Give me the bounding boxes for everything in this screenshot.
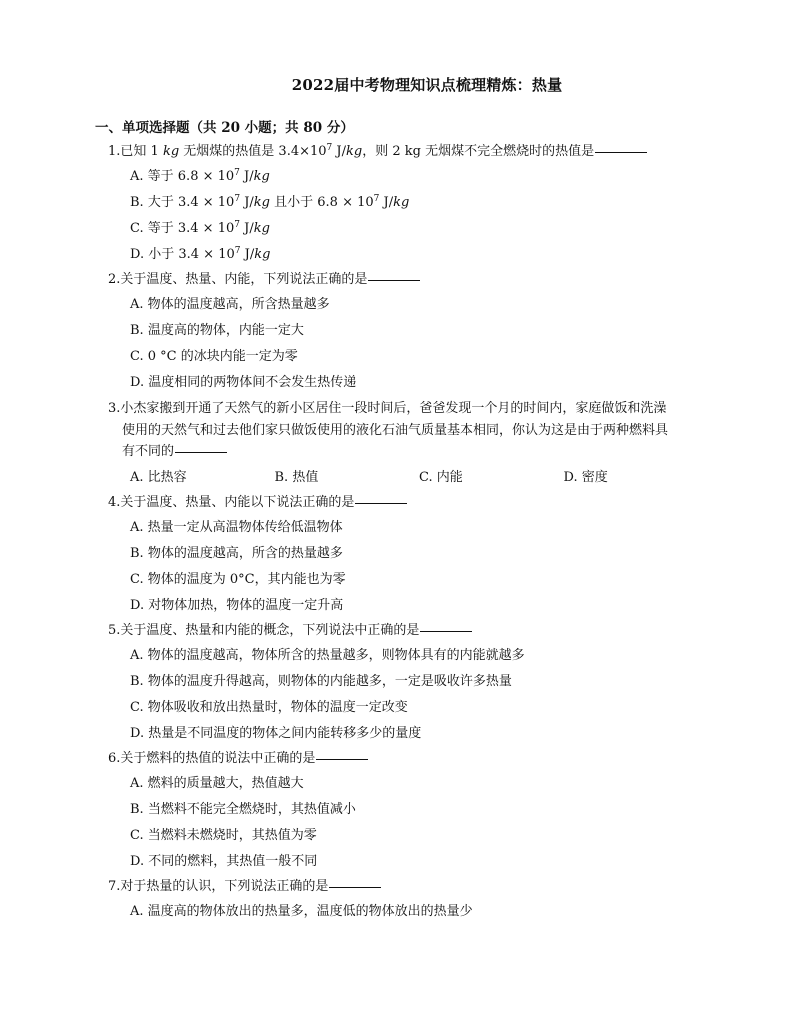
option-b: B. 当燃料不能完全燃烧时，其热值减小 [130, 801, 356, 817]
question-number: 7. [108, 878, 121, 894]
stem-text: 已知 1 [120, 144, 159, 159]
unit-kg: kg [346, 144, 363, 159]
question-stem [108, 268, 708, 292]
stem-text: 关于温度、热量、内能以下说法正确的是 [120, 494, 355, 510]
question-7 [108, 875, 708, 925]
question-number: 2. [108, 272, 121, 287]
option-a [108, 164, 708, 190]
option-b: B. 物体的温度升得越高，则物体的内能越多，一定是吸收许多热量 [130, 673, 512, 689]
option-c: C. 内能 [419, 469, 463, 485]
option-d: D. 热量是不同温度的物体之间内能转移多少的量度 [130, 725, 422, 741]
option-a: A. 物体的温度越高，所含热量越多 [130, 297, 330, 312]
stem-text: 关于燃料的热值的说法中正确的是 [120, 750, 316, 766]
option-c: C. 物体吸收和放出热量时，物体的温度一定改变 [130, 699, 408, 715]
option-a: A. 物体的温度越高，物体所含的热量越多，则物体具有的内能就越多 [130, 647, 525, 663]
answer-blank [368, 279, 420, 281]
option-c: C. 物体的温度为 0°C，其内能也为零 [130, 571, 346, 587]
question-stem [108, 491, 708, 515]
option-text: A. 等于 6.8 × 10 [130, 169, 235, 184]
option-a: A. 比热容 [130, 469, 187, 485]
option-b: B. 物体的温度越高，所含的热量越多 [130, 545, 343, 561]
answer-blank [316, 758, 368, 760]
question-stem-line [108, 441, 708, 463]
unit-kg: kg [393, 195, 410, 210]
exponent: 7 [234, 194, 241, 204]
question-number: 3. [108, 401, 121, 416]
question-stem [108, 140, 708, 164]
stem-text: 有不同的 [122, 444, 175, 459]
question-stem-line [108, 420, 708, 442]
unit-kg: kg [162, 144, 180, 159]
option-d: D. 密度 [563, 469, 608, 485]
option-text: 且小于 6.8 × 10 [270, 195, 374, 210]
option-text: C. 等于 3.4 × 10 [130, 221, 235, 236]
exponent: 7 [373, 194, 380, 204]
unit-j: J/ [240, 195, 254, 210]
unit-kg: kg [253, 195, 270, 210]
section-heading: 一、单项选择题（共 20 小题；共 80 分） [95, 120, 354, 136]
unit-j: J/ [240, 247, 255, 262]
question-stem [108, 875, 708, 899]
question-4 [108, 491, 708, 619]
question-stem [108, 747, 708, 771]
stem-text: 小杰家搬到开通了天然气的新小区居住一段时间后，爸爸发现一个月的时间内，家庭做饭和洗澡 [120, 401, 667, 416]
question-6 [108, 747, 708, 875]
question-5 [108, 619, 708, 747]
unit-j: J/ [239, 169, 254, 184]
answer-blank [355, 502, 407, 504]
option-text: B. 大于 3.4 × 10 [130, 195, 235, 210]
stem-text: 关于温度、热量和内能的概念，下列说法中正确的是 [120, 622, 420, 638]
option-c [108, 216, 708, 242]
option-text: D. 小于 3.4 × 10 [130, 247, 235, 262]
question-2 [108, 268, 708, 396]
question-1 [108, 140, 708, 268]
stem-text: 对于热量的认识，下列说法正确的是 [120, 878, 329, 894]
answer-blank [175, 451, 227, 453]
stem-text: 无烟煤的热值是 3.4×10 [179, 144, 327, 159]
option-b: B. 热值 [274, 469, 319, 485]
question-number: 5. [108, 622, 121, 638]
option-d: D. 不同的燃料，其热值一般不同 [130, 853, 318, 869]
answer-blank [420, 630, 472, 632]
exponent: 7 [234, 168, 240, 178]
answer-blank [329, 886, 381, 888]
question-3 [108, 398, 708, 491]
option-b [108, 190, 708, 216]
unit-kg: kg [253, 169, 270, 184]
question-stem [108, 398, 708, 420]
exponent: 7 [234, 220, 240, 230]
option-a: A. 温度高的物体放出的热量多，温度低的物体放出的热量少 [130, 903, 473, 919]
question-number: 6. [108, 750, 121, 766]
option-d: D. 对物体加热，物体的温度一定升高 [130, 597, 344, 613]
exponent: 7 [234, 246, 241, 256]
question-list [108, 140, 708, 925]
unit-j: J/ [379, 195, 394, 210]
option-b: B. 温度高的物体，内能一定大 [130, 323, 304, 338]
question-stem [108, 619, 708, 643]
unit-kg: kg [254, 247, 271, 262]
stem-text: 关于温度、热量、内能，下列说法正确的是 [120, 272, 368, 287]
unit-kg: kg [253, 221, 270, 236]
question-number: 4. [108, 494, 121, 510]
page-title: 2022届中考物理知识点梳理精炼：热量 [291, 76, 563, 94]
option-a: A. 燃料的质量越大，热值越大 [130, 775, 304, 791]
unit-j: J/ [240, 221, 254, 236]
option-d: D. 温度相同的两物体间不会发生热传递 [130, 375, 357, 390]
option-c: C. 当燃料未燃烧时，其热值为零 [130, 827, 317, 843]
option-d [108, 242, 708, 268]
option-a: A. 热量一定从高温物体传给低温物体 [130, 519, 343, 535]
unit-j: J/ [332, 144, 346, 159]
stem-text: 使用的天然气和过去他们家只做饭使用的液化石油气质量基本相同，你认为这是由于两种燃料具 [122, 422, 669, 438]
option-c: C. 0 °C 的冰块内能一定为零 [130, 349, 298, 364]
answer-blank [595, 151, 647, 153]
option-row [108, 465, 708, 491]
exponent: 7 [326, 143, 333, 153]
stem-text: ，则 2 kg 无烟煤不完全燃烧时的热值是 [362, 144, 595, 159]
question-number: 1. [108, 144, 121, 159]
